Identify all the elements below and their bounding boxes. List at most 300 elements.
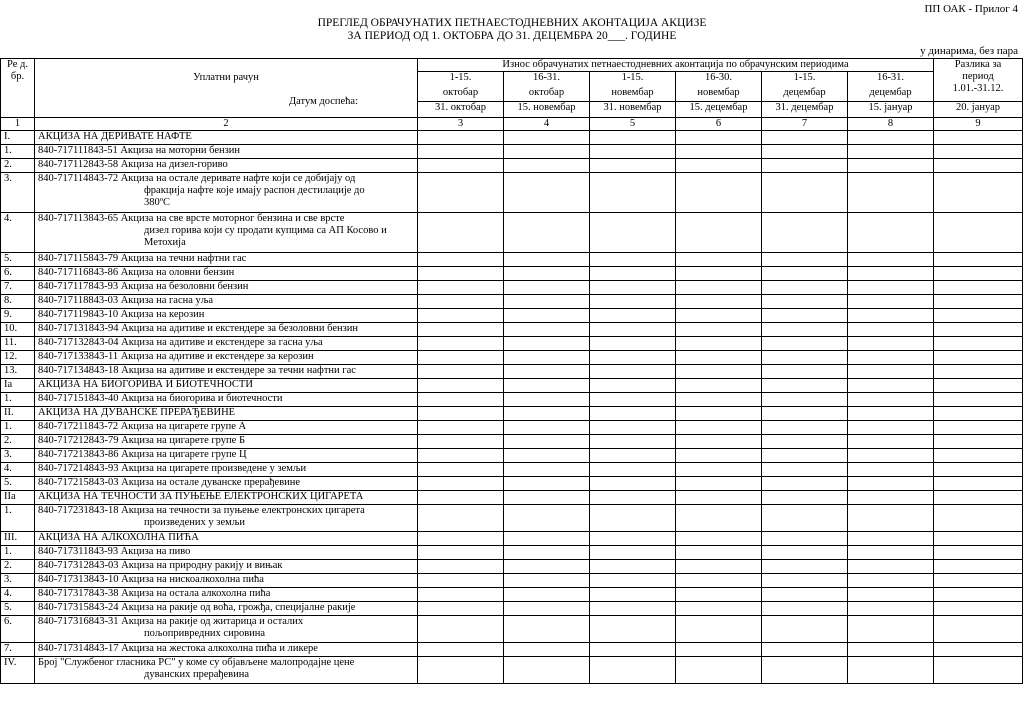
amount-cell[interactable] — [504, 505, 590, 532]
amount-cell[interactable] — [848, 213, 934, 253]
amount-cell[interactable] — [504, 281, 590, 295]
amount-cell[interactable] — [934, 393, 1023, 407]
amount-cell[interactable] — [676, 505, 762, 532]
row-description — [35, 449, 418, 463]
title-line-2: ЗА ПЕРИОД ОД 1. ОКТОБРА ДО 31. ДЕЦЕМБРА 20___. ГОДИНЕ — [347, 30, 677, 42]
amount-cell[interactable] — [676, 491, 762, 505]
row-description — [35, 351, 418, 365]
amount-cell[interactable] — [676, 253, 762, 267]
row-description — [35, 393, 418, 407]
amount-cell[interactable] — [676, 463, 762, 477]
amount-cell[interactable] — [676, 588, 762, 602]
amount-cell[interactable] — [934, 657, 1023, 684]
amount-cell[interactable] — [590, 463, 676, 477]
amount-cell[interactable] — [590, 267, 676, 281]
row-number: 4. — [1, 213, 35, 253]
amount-cell[interactable] — [504, 602, 590, 616]
amount-cell[interactable] — [676, 131, 762, 145]
amount-cell[interactable] — [762, 351, 848, 365]
amount-cell[interactable] — [848, 477, 934, 491]
amount-cell[interactable] — [418, 379, 504, 393]
row-description-line: дуванских прерађевина — [144, 669, 249, 680]
amount-cell[interactable] — [504, 323, 590, 337]
amount-cell[interactable] — [934, 253, 1023, 267]
amount-cell[interactable] — [762, 309, 848, 323]
row-description-line: АКЦИЗА НА ТЕЧНОСТИ ЗА ПУЊЕЊЕ ЕЛЕКТРОНСКИХ ЦИГАРЕТА — [38, 491, 364, 502]
amount-cell[interactable] — [590, 532, 676, 546]
amount-cell[interactable] — [676, 602, 762, 616]
amount-cell[interactable] — [676, 281, 762, 295]
amount-cell[interactable] — [934, 379, 1023, 393]
amount-cell[interactable] — [848, 574, 934, 588]
amount-cell[interactable] — [418, 560, 504, 574]
amount-cell[interactable] — [590, 253, 676, 267]
amount-cell[interactable] — [590, 560, 676, 574]
amount-cell[interactable] — [848, 491, 934, 505]
amount-cell[interactable] — [848, 463, 934, 477]
amount-cell[interactable] — [504, 616, 590, 643]
amount-cell[interactable] — [934, 351, 1023, 365]
amount-cell[interactable] — [504, 253, 590, 267]
diff-due-date: 20. јануар — [934, 102, 1023, 118]
amount-cell[interactable] — [848, 421, 934, 435]
amount-cell[interactable] — [418, 407, 504, 421]
row-number: 4. — [1, 463, 35, 477]
amount-cell[interactable] — [676, 574, 762, 588]
amount-cell[interactable] — [762, 379, 848, 393]
amount-cell[interactable] — [848, 379, 934, 393]
amount-cell[interactable] — [590, 131, 676, 145]
amount-cell[interactable] — [848, 351, 934, 365]
amount-cell[interactable] — [762, 435, 848, 449]
amount-cell[interactable] — [762, 131, 848, 145]
amount-cell[interactable] — [504, 546, 590, 560]
amount-cell[interactable] — [848, 602, 934, 616]
amount-cell[interactable] — [504, 532, 590, 546]
row-number: 8. — [1, 295, 35, 309]
amount-cell[interactable] — [848, 435, 934, 449]
amount-cell[interactable] — [762, 449, 848, 463]
amount-cell[interactable] — [590, 491, 676, 505]
amount-cell[interactable] — [504, 643, 590, 657]
period-due-date: 31. новембар — [590, 102, 676, 118]
row-description — [35, 145, 418, 159]
amount-cell[interactable] — [848, 323, 934, 337]
amount-cell[interactable] — [848, 616, 934, 643]
amount-cell[interactable] — [590, 295, 676, 309]
amount-cell[interactable] — [590, 159, 676, 173]
amount-cell[interactable] — [934, 421, 1023, 435]
amount-cell[interactable] — [418, 337, 504, 351]
amount-cell[interactable] — [676, 407, 762, 421]
amount-cell[interactable] — [504, 365, 590, 379]
amount-cell[interactable] — [504, 491, 590, 505]
table-row — [1, 588, 1023, 602]
amount-cell[interactable] — [590, 281, 676, 295]
amount-cell[interactable] — [762, 421, 848, 435]
amount-cell[interactable] — [504, 213, 590, 253]
period-month: новембар — [676, 87, 762, 102]
amount-cell[interactable] — [848, 337, 934, 351]
amount-cell[interactable] — [418, 295, 504, 309]
row-number: 1. — [1, 393, 35, 407]
row-number: 1. — [1, 145, 35, 159]
period-month: октобар — [418, 87, 504, 102]
amount-cell[interactable] — [676, 145, 762, 159]
row-number: 1. — [1, 505, 35, 532]
amount-cell[interactable] — [848, 588, 934, 602]
row-description-line: 840-717314843-17 Акциза на жестока алкохолна пића и ликере — [38, 643, 318, 654]
amount-cell[interactable] — [418, 365, 504, 379]
table-row — [1, 213, 1023, 253]
period-range: 16-30. — [676, 72, 762, 87]
document-title — [0, 17, 1024, 43]
amount-cell[interactable] — [848, 393, 934, 407]
amount-cell[interactable] — [504, 393, 590, 407]
amount-cell[interactable] — [676, 421, 762, 435]
amount-cell[interactable] — [418, 173, 504, 213]
amount-cell[interactable] — [934, 131, 1023, 145]
amount-cell[interactable] — [848, 546, 934, 560]
amount-cell[interactable] — [762, 173, 848, 213]
row-description — [35, 574, 418, 588]
amount-cell[interactable] — [590, 145, 676, 159]
amount-cell[interactable] — [504, 131, 590, 145]
row-description-line: 840-717213843-86 Акциза на цигарете групе Ц — [38, 449, 247, 460]
amount-cell[interactable] — [418, 253, 504, 267]
amount-cell[interactable] — [418, 657, 504, 684]
row-description — [35, 379, 418, 393]
row-description-line: дизел горива који су продати купцима са АП Косово и — [144, 225, 387, 236]
amount-cell[interactable] — [762, 145, 848, 159]
amount-cell[interactable] — [590, 337, 676, 351]
amount-cell[interactable] — [848, 159, 934, 173]
amount-cell[interactable] — [504, 407, 590, 421]
excise-table — [0, 58, 1023, 684]
amount-cell[interactable] — [676, 337, 762, 351]
amount-cell[interactable] — [676, 449, 762, 463]
amount-cell[interactable] — [676, 477, 762, 491]
row-description-line: 840-717116843-86 Акциза на оловни бензин — [38, 267, 235, 278]
amount-cell[interactable] — [590, 407, 676, 421]
amount-cell[interactable] — [934, 145, 1023, 159]
amount-cell[interactable] — [762, 323, 848, 337]
amount-cell[interactable] — [762, 407, 848, 421]
annex-label: ПП ОАК - Прилог 4 — [924, 3, 1018, 15]
amount-cell[interactable] — [504, 379, 590, 393]
amount-cell[interactable] — [418, 574, 504, 588]
amount-cell[interactable] — [590, 213, 676, 253]
amount-cell[interactable] — [418, 449, 504, 463]
amount-cell[interactable] — [934, 491, 1023, 505]
amount-cell[interactable] — [848, 173, 934, 213]
amount-cell[interactable] — [504, 435, 590, 449]
amount-cell[interactable] — [762, 616, 848, 643]
table-row — [1, 379, 1023, 393]
amount-cell[interactable] — [762, 253, 848, 267]
amount-cell[interactable] — [762, 532, 848, 546]
amount-cell[interactable] — [848, 657, 934, 684]
amount-cell[interactable] — [848, 145, 934, 159]
amount-cell[interactable] — [762, 337, 848, 351]
amount-cell[interactable] — [676, 365, 762, 379]
header-diff-line3: 1.01.-31.12. — [952, 83, 1004, 94]
amount-cell[interactable] — [676, 435, 762, 449]
amount-cell[interactable] — [590, 616, 676, 643]
amount-cell[interactable] — [418, 351, 504, 365]
amount-cell[interactable] — [418, 267, 504, 281]
amount-cell[interactable] — [848, 131, 934, 145]
amount-cell[interactable] — [590, 351, 676, 365]
row-number: 5. — [1, 477, 35, 491]
amount-cell[interactable] — [590, 588, 676, 602]
amount-cell[interactable] — [934, 323, 1023, 337]
amount-cell[interactable] — [418, 213, 504, 253]
table-row — [1, 477, 1023, 491]
amount-cell[interactable] — [504, 173, 590, 213]
amount-cell[interactable] — [676, 379, 762, 393]
amount-cell[interactable] — [848, 365, 934, 379]
amount-cell[interactable] — [504, 267, 590, 281]
amount-cell[interactable] — [676, 267, 762, 281]
amount-cell[interactable] — [676, 657, 762, 684]
amount-cell[interactable] — [590, 574, 676, 588]
amount-cell[interactable] — [934, 532, 1023, 546]
table-row — [1, 657, 1023, 684]
amount-cell[interactable] — [418, 546, 504, 560]
table-row — [1, 351, 1023, 365]
amount-cell[interactable] — [590, 365, 676, 379]
row-number: 3. — [1, 449, 35, 463]
amount-cell[interactable] — [934, 560, 1023, 574]
table-row — [1, 421, 1023, 435]
amount-cell[interactable] — [504, 463, 590, 477]
table-row — [1, 145, 1023, 159]
amount-cell[interactable] — [762, 281, 848, 295]
amount-cell[interactable] — [848, 309, 934, 323]
amount-cell[interactable] — [676, 159, 762, 173]
amount-cell[interactable] — [418, 159, 504, 173]
amount-cell[interactable] — [418, 323, 504, 337]
amount-cell[interactable] — [762, 213, 848, 253]
amount-cell[interactable] — [418, 309, 504, 323]
table-row — [1, 365, 1023, 379]
row-number: 2. — [1, 435, 35, 449]
amount-cell[interactable] — [848, 532, 934, 546]
amount-cell[interactable] — [762, 574, 848, 588]
amount-cell[interactable] — [762, 267, 848, 281]
period-range: 16-31. — [848, 72, 934, 87]
amount-cell[interactable] — [676, 213, 762, 253]
amount-cell[interactable] — [504, 657, 590, 684]
amount-cell[interactable] — [676, 643, 762, 657]
amount-cell[interactable] — [590, 657, 676, 684]
amount-cell[interactable] — [762, 477, 848, 491]
row-description-line: 840-717132843-04 Акциза на адитиве и екстендере за гасна уља — [38, 337, 323, 348]
amount-cell[interactable] — [934, 267, 1023, 281]
amount-cell[interactable] — [848, 643, 934, 657]
amount-cell[interactable] — [504, 145, 590, 159]
amount-cell[interactable] — [504, 574, 590, 588]
amount-cell[interactable] — [418, 532, 504, 546]
amount-cell[interactable] — [762, 588, 848, 602]
amount-cell[interactable] — [418, 145, 504, 159]
amount-cell[interactable] — [590, 323, 676, 337]
amount-cell[interactable] — [590, 643, 676, 657]
amount-cell[interactable] — [934, 309, 1023, 323]
row-description-line: 840-717316843-31 Акциза на ракије од житарица и осталих — [38, 616, 304, 627]
amount-cell[interactable] — [934, 449, 1023, 463]
amount-cell[interactable] — [676, 616, 762, 643]
amount-cell[interactable] — [676, 393, 762, 407]
amount-cell[interactable] — [934, 407, 1023, 421]
amount-cell[interactable] — [934, 505, 1023, 532]
amount-cell[interactable] — [418, 602, 504, 616]
amount-cell[interactable] — [418, 505, 504, 532]
amount-cell[interactable] — [418, 131, 504, 145]
amount-cell[interactable] — [418, 393, 504, 407]
table-row — [1, 643, 1023, 657]
table-row — [1, 449, 1023, 463]
amount-cell[interactable] — [590, 505, 676, 532]
row-description-line: 840-717215843-03 Акциза на остале дуванске прерађевине — [38, 477, 301, 488]
period-range: 1-15. — [762, 72, 848, 87]
amount-cell[interactable] — [762, 159, 848, 173]
amount-cell[interactable] — [934, 213, 1023, 253]
amount-cell[interactable] — [418, 616, 504, 643]
amount-cell[interactable] — [848, 295, 934, 309]
amount-cell[interactable] — [504, 421, 590, 435]
amount-cell[interactable] — [762, 463, 848, 477]
amount-cell[interactable] — [762, 295, 848, 309]
amount-cell[interactable] — [934, 159, 1023, 173]
amount-cell[interactable] — [762, 602, 848, 616]
amount-cell[interactable] — [590, 309, 676, 323]
amount-cell[interactable] — [504, 477, 590, 491]
amount-cell[interactable] — [504, 159, 590, 173]
amount-cell[interactable] — [418, 643, 504, 657]
amount-cell[interactable] — [934, 463, 1023, 477]
amount-cell[interactable] — [418, 435, 504, 449]
amount-cell[interactable] — [848, 449, 934, 463]
amount-cell[interactable] — [934, 337, 1023, 351]
amount-cell[interactable] — [848, 267, 934, 281]
row-description-line: 840-717151843-40 Акциза на биогорива и биотечности — [38, 393, 283, 404]
amount-cell[interactable] — [590, 546, 676, 560]
amount-cell[interactable] — [418, 281, 504, 295]
row-description — [35, 131, 418, 145]
amount-cell[interactable] — [762, 643, 848, 657]
amount-cell[interactable] — [590, 477, 676, 491]
amount-cell[interactable] — [504, 337, 590, 351]
amount-cell[interactable] — [676, 532, 762, 546]
amount-cell[interactable] — [676, 173, 762, 213]
amount-cell[interactable] — [504, 295, 590, 309]
amount-cell[interactable] — [418, 588, 504, 602]
row-description-line: АКЦИЗА НА БИОГОРИВА И БИОТЕЧНОСТИ — [38, 379, 253, 390]
amount-cell[interactable] — [590, 393, 676, 407]
row-number: 1. — [1, 546, 35, 560]
amount-cell[interactable] — [934, 281, 1023, 295]
amount-cell[interactable] — [418, 477, 504, 491]
amount-cell[interactable] — [504, 588, 590, 602]
amount-cell[interactable] — [934, 643, 1023, 657]
amount-cell[interactable] — [762, 546, 848, 560]
amount-cell[interactable] — [676, 323, 762, 337]
row-description-line: 840-717134843-18 Акциза на адитиве и екстендере за течни нафтни гас — [38, 365, 356, 376]
table-row — [1, 323, 1023, 337]
row-description-line: 840-717212843-79 Акциза на цигарете групе Б — [38, 435, 245, 446]
amount-cell[interactable] — [762, 365, 848, 379]
amount-cell[interactable] — [934, 616, 1023, 643]
amount-cell[interactable] — [676, 309, 762, 323]
amount-cell[interactable] — [934, 574, 1023, 588]
row-description-line: 380ºC — [144, 197, 171, 208]
amount-cell[interactable] — [848, 281, 934, 295]
amount-cell[interactable] — [934, 602, 1023, 616]
row-description — [35, 337, 418, 351]
row-description-line: 840-717115843-79 Акциза на течни нафтни гас — [38, 253, 247, 264]
amount-cell[interactable] — [934, 588, 1023, 602]
amount-cell[interactable] — [934, 435, 1023, 449]
amount-cell[interactable] — [762, 505, 848, 532]
amount-cell[interactable] — [590, 602, 676, 616]
row-number: 6. — [1, 267, 35, 281]
amount-cell[interactable] — [504, 560, 590, 574]
amount-cell[interactable] — [934, 477, 1023, 491]
amount-cell[interactable] — [762, 393, 848, 407]
row-number: 6. — [1, 616, 35, 643]
row-description-line: 840-717214843-93 Акциза на цигарете произведене у земљи — [38, 463, 307, 474]
amount-cell[interactable] — [676, 560, 762, 574]
amount-cell[interactable] — [590, 449, 676, 463]
amount-cell[interactable] — [762, 491, 848, 505]
row-description-line: 840-717114843-72 Акциза на остале деривате нафте који се добијају од — [38, 173, 356, 184]
amount-cell[interactable] — [934, 173, 1023, 213]
period-range: 1-15. — [590, 72, 676, 87]
amount-cell[interactable] — [848, 407, 934, 421]
amount-cell[interactable] — [418, 491, 504, 505]
amount-cell[interactable] — [504, 309, 590, 323]
amount-cell[interactable] — [762, 657, 848, 684]
row-description — [35, 323, 418, 337]
amount-cell[interactable] — [676, 546, 762, 560]
amount-cell[interactable] — [762, 560, 848, 574]
amount-cell[interactable] — [590, 435, 676, 449]
row-description-line: Број "Службеног гласника РС" у коме су објављене малопродајне цене — [38, 657, 355, 668]
period-due-date: 15. новембар — [504, 102, 590, 118]
amount-cell[interactable] — [590, 421, 676, 435]
unit-note: у динарима, без пара — [920, 45, 1018, 57]
amount-cell[interactable] — [676, 295, 762, 309]
row-description — [35, 407, 418, 421]
amount-cell[interactable] — [934, 295, 1023, 309]
amount-cell[interactable] — [590, 173, 676, 213]
period-due-date: 15. јануар — [848, 102, 934, 118]
amount-cell[interactable] — [934, 546, 1023, 560]
amount-cell[interactable] — [418, 421, 504, 435]
header-group-title: Износ обрачунатих петнаестодневних аконтација по обрачунским периодима — [418, 59, 934, 72]
amount-cell[interactable] — [504, 449, 590, 463]
amount-cell[interactable] — [848, 560, 934, 574]
amount-cell[interactable] — [676, 351, 762, 365]
amount-cell[interactable] — [934, 365, 1023, 379]
amount-cell[interactable] — [504, 351, 590, 365]
amount-cell[interactable] — [848, 505, 934, 532]
amount-cell[interactable] — [418, 463, 504, 477]
amount-cell[interactable] — [590, 379, 676, 393]
amount-cell[interactable] — [848, 253, 934, 267]
